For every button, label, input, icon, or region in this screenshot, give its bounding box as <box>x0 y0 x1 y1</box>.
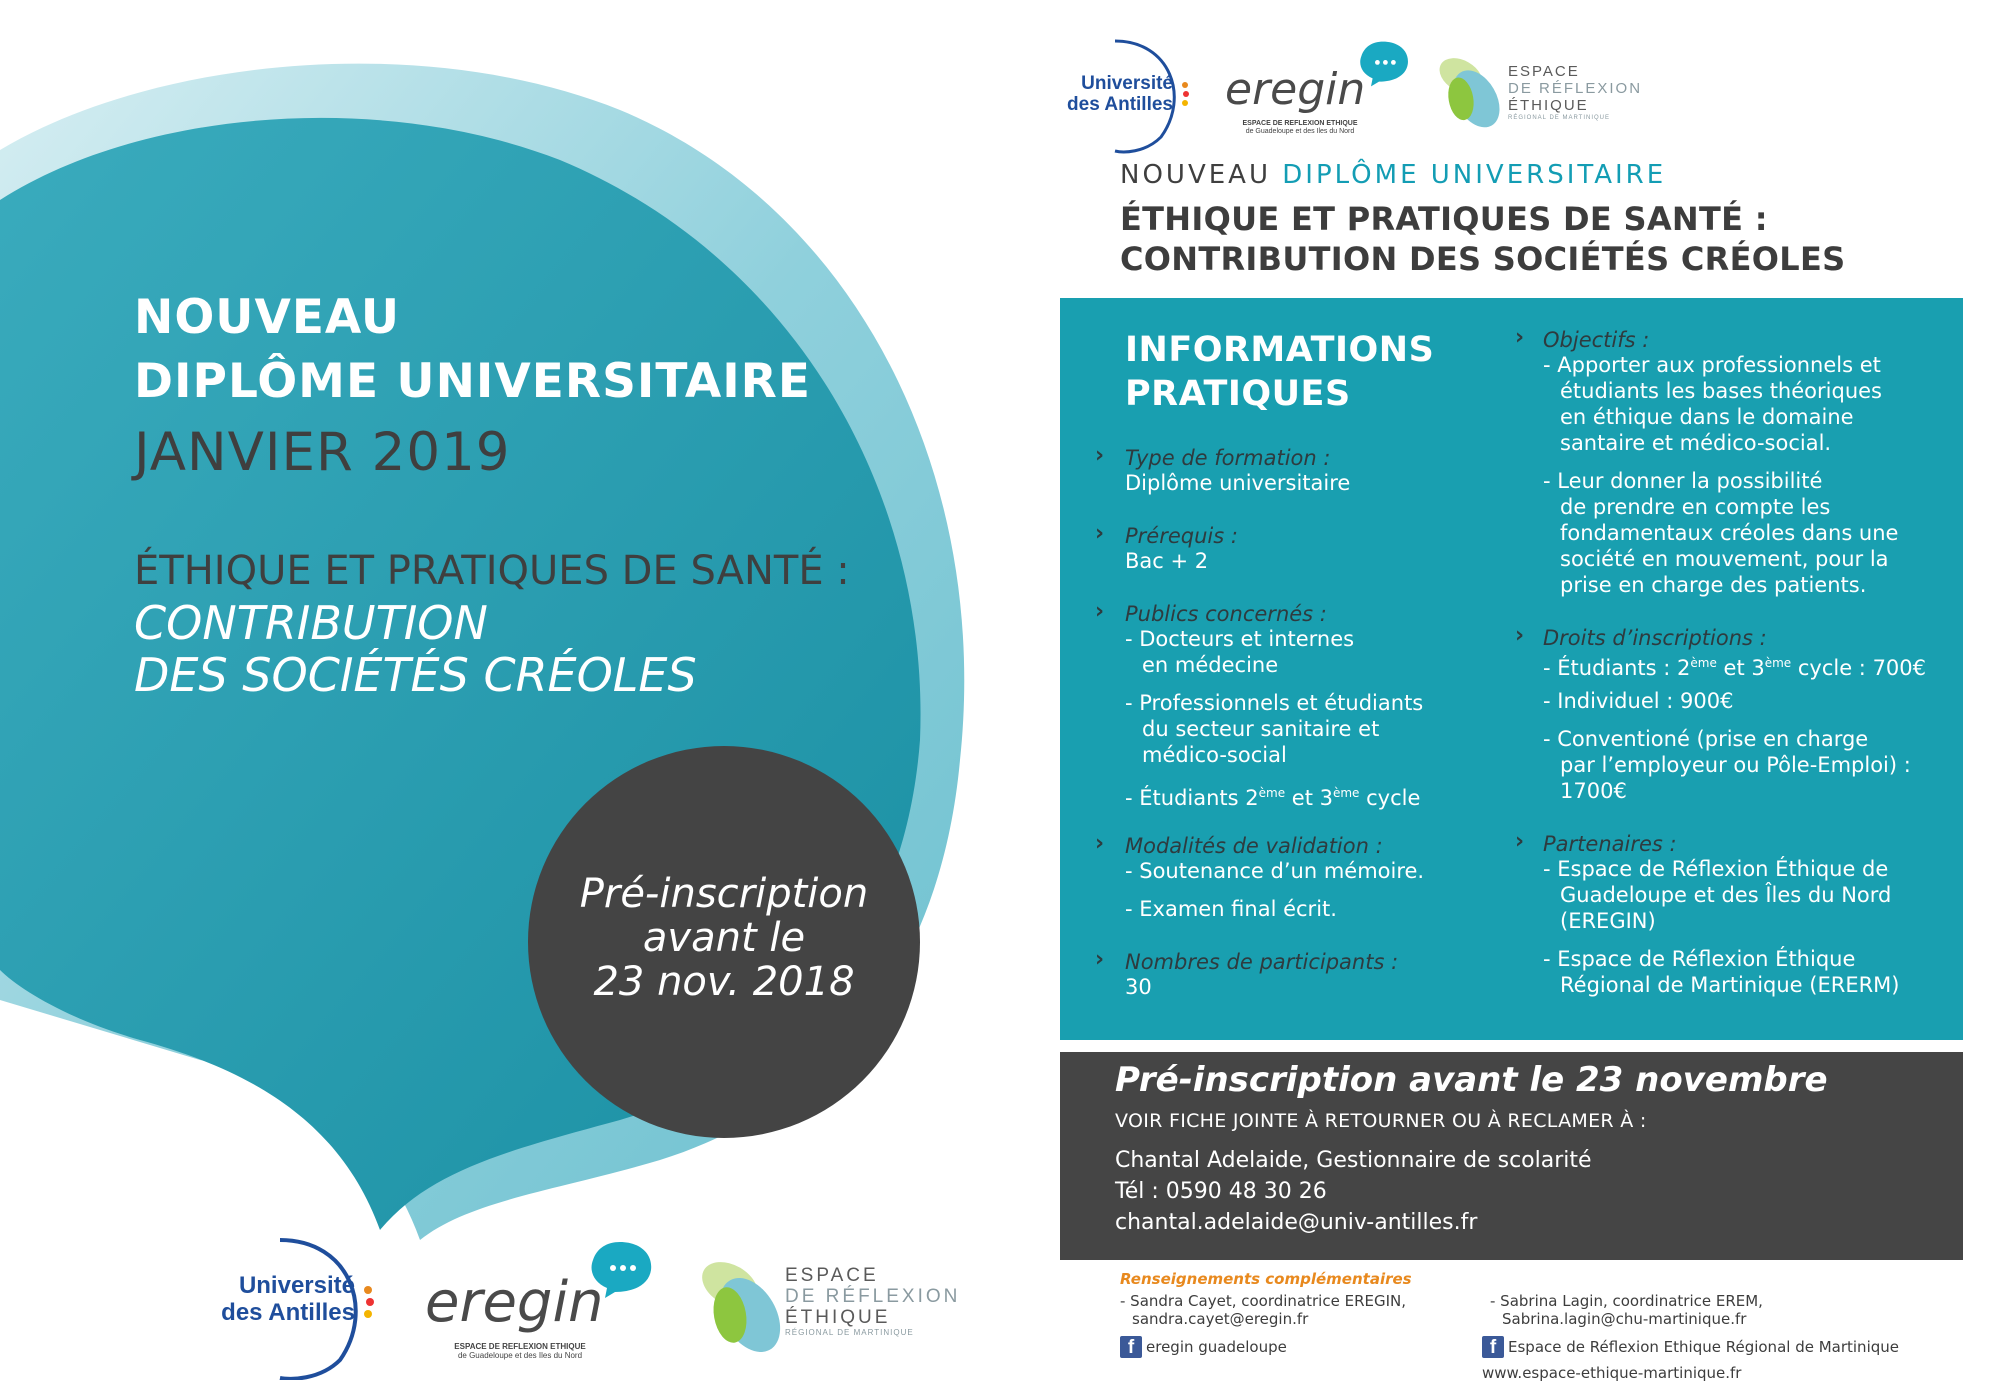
eregin-sub1: ESPACE DE REFLEXION ETHIQUE <box>454 1342 586 1351</box>
droits-1a: - Étudiants : 2 <box>1543 656 1691 680</box>
rens-c2b[interactable]: Sabrina.lagin@chu-martinique.fr <box>1502 1310 1747 1328</box>
facebook-icon[interactable]: f <box>1120 1336 1142 1358</box>
type-title: Type de formation : <box>1125 446 1331 470</box>
obj-2e: prise en charge des patients. <box>1560 573 1867 597</box>
ere-line4-right: RÉGIONAL DE MARTINIQUE <box>1508 115 1611 121</box>
modal-title: Modalités de validation : <box>1125 834 1383 858</box>
fb-eregin-link[interactable]: eregin guadeloupe <box>1146 1338 1287 1356</box>
chevron-right-icon: › <box>1095 521 1105 546</box>
ere-line1-right: ESPACE <box>1508 63 1580 80</box>
chevron-right-icon: › <box>1095 443 1105 468</box>
left-title-line1: NOUVEAU <box>134 290 401 345</box>
info-panel <box>1060 298 1963 1040</box>
obj-2c: fondamentaux créoles dans une <box>1560 521 1899 545</box>
chevron-right-icon: › <box>1515 829 1525 854</box>
left-subtitle-line3: DES SOCIÉTÉS CRÉOLES <box>134 648 697 702</box>
pre-sub: VOIR FICHE JOINTE À RETOURNER OU À RECLAMER À : <box>1115 1110 1647 1132</box>
ua-line1: Université <box>238 1272 355 1299</box>
left-subtitle-line2: CONTRIBUTION <box>134 596 488 650</box>
right-title-line1: ÉTHIQUE ET PRATIQUES DE SANTÉ : <box>1120 200 1768 238</box>
circle-preinscription-text <box>529 872 919 1004</box>
rens-c1b[interactable]: sandra.cayet@eregin.fr <box>1132 1310 1309 1328</box>
modal-1: - Soutenance d’un mémoire. <box>1125 859 1425 883</box>
chevron-right-icon: › <box>1515 623 1525 648</box>
droits-1 <box>1543 650 1926 681</box>
droits-3c: 1700€ <box>1560 779 1627 803</box>
right-title-line2: CONTRIBUTION DES SOCIÉTÉS CRÉOLES <box>1120 240 1846 278</box>
logo-espace-reflexion-left <box>690 1245 970 1375</box>
droits-title: Droits d’inscriptions : <box>1543 626 1767 650</box>
part-2b: Régional de Martinique (ERERM) <box>1560 973 1900 997</box>
obj-1d: santaire et médico-social. <box>1560 431 1832 455</box>
info-title-line2: PRATIQUES <box>1125 374 1351 414</box>
rens-c1a: - Sandra Cayet, coordinatrice EREGIN, <box>1120 1292 1407 1310</box>
ere-line4: RÉGIONAL DE MARTINIQUE <box>785 1328 914 1337</box>
eregin-sub1-right: ESPACE DE REFLEXION ETHIQUE <box>1242 120 1358 127</box>
droits-1d: ème <box>1764 656 1792 670</box>
website-link[interactable]: www.espace-ethique-martinique.fr <box>1482 1364 1742 1382</box>
facebook-icon[interactable]: f <box>1482 1336 1504 1358</box>
publics-1a: - Docteurs et internes <box>1125 627 1355 651</box>
logo-universite-antilles-right <box>1065 35 1195 155</box>
eregin-wordmark-right: eregin <box>1225 64 1366 115</box>
publics-2b: du secteur sanitaire et <box>1142 717 1380 741</box>
right-nouveau: NOUVEAU <box>1120 160 1271 190</box>
ere-line3: ÉTHIQUE <box>785 1307 891 1328</box>
prereq-text: Bac + 2 <box>1125 549 1209 573</box>
droits-3b: par l’employeur ou Pôle-Emploi) : <box>1560 753 1911 777</box>
prereq-title: Prérequis : <box>1125 524 1238 548</box>
contact-email[interactable]: chantal.adelaide@univ-antilles.fr <box>1115 1210 1478 1235</box>
droits-2: - Individuel : 900€ <box>1543 689 1734 713</box>
publics-3c: et 3 <box>1285 786 1333 810</box>
info-title <box>1125 328 1434 416</box>
nb-text: 30 <box>1125 975 1152 999</box>
contact-name: Chantal Adelaide, Gestionnaire de scolarité <box>1115 1148 1592 1173</box>
right-diplome: DIPLÔME UNIVERSITAIRE <box>1282 160 1667 190</box>
eregin-sub2-right: de Guadeloupe et des Iles du Nord <box>1245 128 1355 135</box>
chevron-right-icon: › <box>1095 599 1105 624</box>
left-subtitle-line1: ÉTHIQUE ET PRATIQUES DE SANTÉ : <box>134 548 850 594</box>
obj-1a: - Apporter aux professionnels et <box>1543 353 1881 377</box>
right-header <box>1120 160 1666 190</box>
publics-3e: cycle <box>1359 786 1421 810</box>
publics-2a: - Professionnels et étudiants <box>1125 691 1424 715</box>
info-title-line1: INFORMATIONS <box>1125 330 1435 370</box>
ere-line2: DE RÉFLEXION <box>785 1286 961 1307</box>
obj-title: Objectifs : <box>1543 328 1650 352</box>
logo-universite-antilles-left <box>220 1230 380 1380</box>
pre-title: Pré-inscription avant le 23 novembre <box>1115 1060 1828 1100</box>
part-title: Partenaires : <box>1543 832 1677 856</box>
left-title-line2: DIPLÔME UNIVERSITAIRE <box>134 354 811 409</box>
modal-2: - Examen final écrit. <box>1125 897 1337 921</box>
obj-1c: en éthique dans le domaine <box>1560 405 1854 429</box>
circle-line3: 23 nov. 2018 <box>593 959 855 1005</box>
ua-line2-right: des Antilles <box>1067 94 1173 115</box>
ere-line3-right: ÉTHIQUE <box>1508 97 1589 114</box>
chevron-right-icon: › <box>1095 831 1105 856</box>
part-1a: - Espace de Réflexion Éthique de <box>1543 857 1889 881</box>
part-2a: - Espace de Réflexion Éthique <box>1543 947 1856 971</box>
type-text: Diplôme universitaire <box>1125 471 1351 495</box>
publics-3d: ème <box>1332 786 1360 800</box>
eregin-sub2: de Guadeloupe et des Iles du Nord <box>457 1351 583 1360</box>
droits-1c: et 3 <box>1716 656 1765 680</box>
eregin-wordmark: eregin <box>425 1270 604 1335</box>
droits-1e: cycle : 700€ <box>1791 656 1927 680</box>
publics-1b: en médecine <box>1142 653 1279 677</box>
publics-3 <box>1125 780 1420 811</box>
publics-2c: médico-social <box>1142 743 1287 767</box>
logo-eregin-left <box>425 1240 655 1370</box>
part-1c: (EREGIN) <box>1560 909 1656 933</box>
circle-line2: avant le <box>642 915 806 961</box>
ere-line1: ESPACE <box>785 1265 879 1286</box>
left-date: JANVIER 2019 <box>134 422 511 483</box>
rens-c2a: - Sabrina Lagin, coordinatrice EREM, <box>1490 1292 1763 1310</box>
ua-line2: des Antilles <box>221 1299 355 1326</box>
publics-title: Publics concernés : <box>1125 602 1327 626</box>
ere-line2-right: DE RÉFLEXION <box>1508 80 1643 97</box>
publics-3a: - Étudiants 2 <box>1125 786 1259 810</box>
chevron-right-icon: › <box>1095 947 1105 972</box>
obj-2d: société en mouvement, pour la <box>1560 547 1889 571</box>
part-1b: Guadeloupe et des Îles du Nord <box>1560 883 1892 907</box>
contact-phone: Tél : 0590 48 30 26 <box>1115 1179 1327 1204</box>
rens-title: Renseignements complémentaires <box>1120 1270 1412 1288</box>
circle-line1: Pré-inscription <box>579 871 869 917</box>
obj-2a: - Leur donner la possibilité <box>1543 469 1823 493</box>
chevron-right-icon: › <box>1515 325 1525 350</box>
publics-3b: ème <box>1258 786 1286 800</box>
preinscription-panel <box>1060 1052 1963 1260</box>
logo-espace-reflexion-right <box>1430 45 1660 145</box>
nb-title: Nombres de participants : <box>1125 950 1399 974</box>
obj-1b: étudiants les bases théoriques <box>1560 379 1882 403</box>
obj-2b: de prendre en compte les <box>1560 495 1831 519</box>
ua-line1-right: Université <box>1081 73 1173 94</box>
droits-1b: ème <box>1690 656 1717 670</box>
fb-ererm-link[interactable]: Espace de Réflexion Ethique Régional de Martinique <box>1508 1338 1899 1356</box>
logo-eregin-right <box>1225 40 1415 145</box>
droits-3a: - Conventioné (prise en charge <box>1543 727 1869 751</box>
